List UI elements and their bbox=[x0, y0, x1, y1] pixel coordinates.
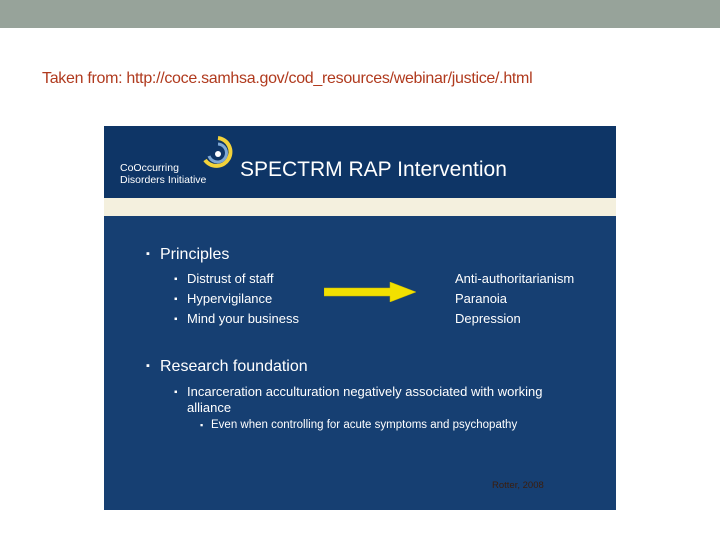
logo-line-2: Disorders Initiative bbox=[120, 174, 207, 186]
research-subpoint: ▪ Even when controlling for acute symptoms and psychopathy bbox=[211, 419, 517, 431]
outcome-item: Depression bbox=[455, 311, 521, 326]
research-heading: ▪ Research foundation bbox=[160, 358, 308, 376]
logo-line-1: CoOccurring bbox=[120, 162, 179, 174]
research-point-line-1: ▪ Incarceration acculturation negatively associated with working bbox=[187, 384, 543, 399]
logo bbox=[120, 134, 250, 194]
principle-item: ▪ Mind your business bbox=[187, 311, 299, 327]
header-stripe bbox=[104, 198, 616, 216]
slide-header bbox=[104, 126, 616, 198]
outcome-item: Paranoia bbox=[455, 291, 508, 306]
logo-text bbox=[120, 162, 206, 186]
source-caption: Taken from: http://coce.samhsa.gov/cod_resources/webinar/justice/.html bbox=[42, 70, 533, 87]
slide-image bbox=[104, 126, 616, 510]
outcome-item: Anti-authoritarianism bbox=[455, 271, 575, 286]
slide-title: SPECTRM RAP Intervention bbox=[240, 158, 507, 181]
principle-item: ▪ Distrust of staff bbox=[187, 271, 273, 287]
top-bar bbox=[0, 0, 720, 28]
research-point-line-2: alliance bbox=[187, 400, 232, 415]
principles-heading: ▪ Principles bbox=[160, 246, 229, 264]
citation: Rotter, 2008 bbox=[492, 480, 544, 491]
research-point bbox=[187, 384, 543, 416]
right-arrow-icon bbox=[324, 282, 416, 302]
principle-item: ▪ Hypervigilance bbox=[187, 291, 272, 307]
